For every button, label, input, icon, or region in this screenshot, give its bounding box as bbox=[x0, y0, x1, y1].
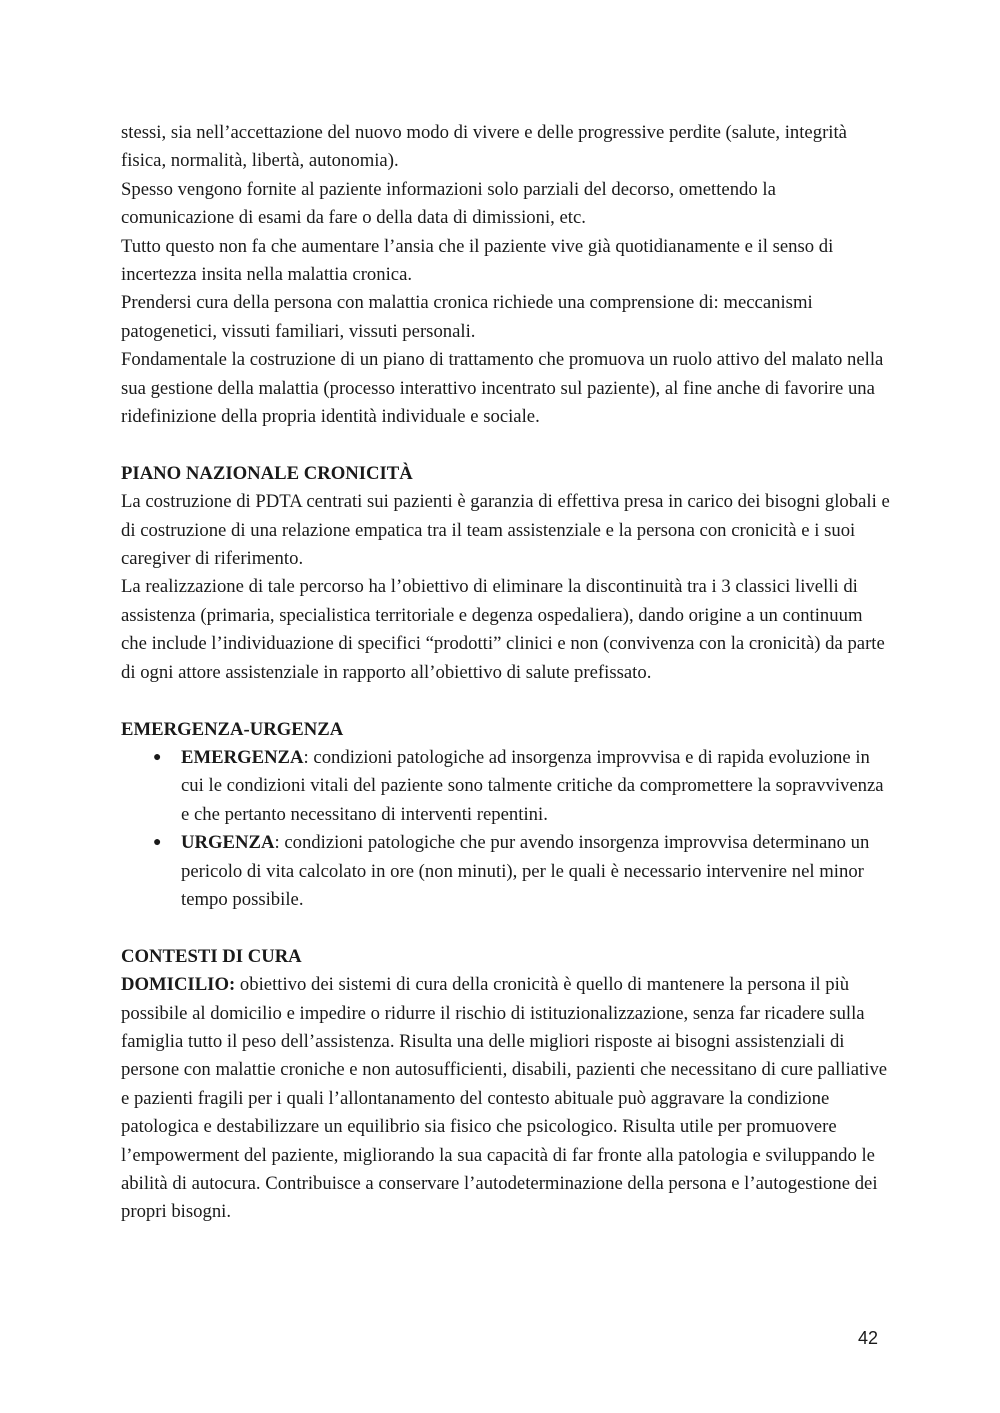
list-item-emergenza bbox=[121, 744, 891, 829]
piano-paragraph-1: La costruzione di PDTA centrati sui pazienti è garanzia di effettiva presa in carico dei bisogni globali e di costruzione di una relazione empatica tra il team assistenziale e la persona con cronicità e i suoi caregiver di riferimento. bbox=[121, 491, 890, 570]
list-item-urgenza bbox=[121, 829, 891, 914]
intro-paragraph-3: Tutto questo non fa che aumentare l’ansia che il paziente vive già quotidianamente e il senso di incertezza insita nella malattia cronica. bbox=[121, 235, 834, 286]
section-spacer bbox=[121, 431, 891, 459]
domicilio-paragraph bbox=[121, 971, 891, 1227]
definition-emergenza: : condizioni patologiche ad insorgenza improvvisa e di rapida evoluzione in cui le condizioni vitali del paziente sono talmente critiche da compromettere la sopravvivenza e che pertanto necessitano di interventi repentini. bbox=[181, 746, 884, 825]
domicilio-text: obiettivo dei sistemi di cura della cronicità è quello di mantenere la persona il più possibile al domicilio e impedire o ridurre il rischio di istituzionalizzazione, senza far ricadere sulla famiglia tutto il peso dell’assistenza. Risulta una delle migliori risposte ai bisogni assistenziali di persone con malattie croniche e non autosufficienti, disabili, pazienti che necessitano di cure palliative e pazienti fragili per i quali l’allontanamento del contesto abituale può aggravare la condizione patologica e destabilizzare un equilibrio sia fisico che psicologico. Risulta utile per promuovere l’empowerment del paziente, migliorando la sua capacità di far fronte alla patologia e sviluppando le abilità di autocura. Contribuisce a conservare l’autodeterminazione della persona e l’autogestione dei propri bisogni. bbox=[121, 974, 888, 1223]
piano-paragraph-2: La realizzazione di tale percorso ha l’obiettivo di eliminare la discontinuità tra i 3 classici livelli di assistenza (primaria, specialistica territoriale e degenza ospedaliera), dando origine a un continuum che include l’individuazione di specifici “prodotti” clinici e non (convivenza con la cronicità) da parte di ogni attore assistenziale in rapporto all’obiettivo di salute prefissato. bbox=[121, 576, 885, 683]
section-spacer bbox=[121, 914, 891, 942]
term-emergenza: EMERGENZA bbox=[181, 746, 304, 768]
section-heading-piano: PIANO NAZIONALE CRONICITÀ bbox=[121, 462, 413, 484]
term-domicilio: DOMICILIO: bbox=[121, 974, 236, 996]
emergenza-list bbox=[121, 744, 891, 914]
term-urgenza: URGENZA bbox=[181, 832, 275, 854]
page-number: 42 bbox=[857, 1328, 878, 1348]
section-spacer bbox=[121, 687, 891, 715]
bullet-icon: ● bbox=[153, 835, 162, 851]
section-heading-contesti: CONTESTI DI CURA bbox=[121, 945, 302, 967]
section-heading-emergenza: EMERGENZA-URGENZA bbox=[121, 718, 344, 740]
intro-paragraph-2: Spesso vengono fornite al paziente informazioni solo parziali del decorso, omettendo la comunicazione di esami da fare o della data di dimissioni, etc. bbox=[121, 178, 776, 229]
bullet-icon: ● bbox=[153, 749, 162, 765]
intro-paragraph-5: Fondamentale la costruzione di un piano di trattamento che promuova un ruolo attivo del malato nella sua gestione della malattia (processo interattivo incentrato sul paziente), al fine anche di favorire una ridefinizione della propria identità individuale e sociale. bbox=[121, 349, 884, 428]
page-content bbox=[121, 119, 891, 1227]
intro-paragraph-4: Prendersi cura della persona con malattia cronica richiede una comprensione di: meccanismi patogenetici, vissuti familiari, vissuti personali. bbox=[121, 292, 813, 342]
definition-urgenza: : condizioni patologiche che pur avendo insorgenza improvvisa determinano un pericolo di vita calcolato in ore (non minuti), per le quali è necessario intervenire nel minor tempo possibile. bbox=[181, 832, 870, 910]
intro-paragraph-1: stessi, sia nell’accettazione del nuovo modo di vivere e delle progressive perdite (salute, integrità fisica, normalità, libertà, autonomia). bbox=[121, 122, 847, 172]
